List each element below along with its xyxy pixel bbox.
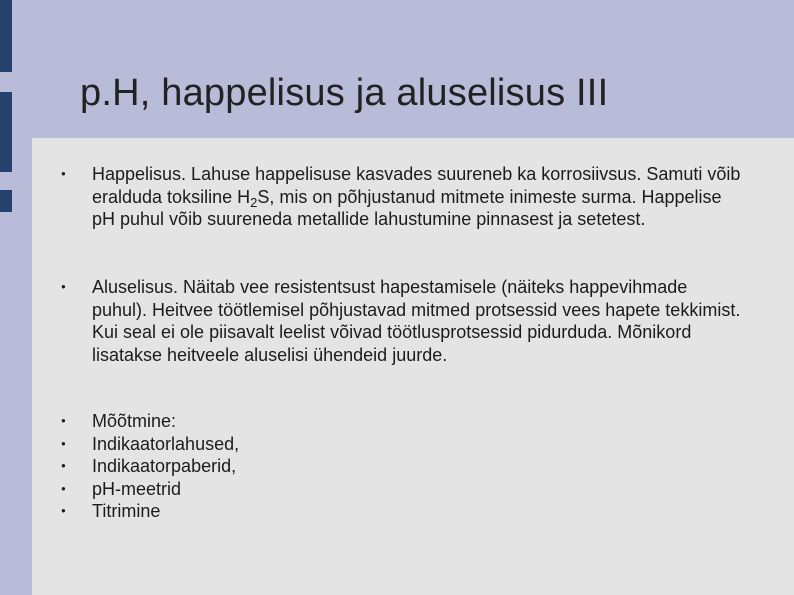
bullet-dot-icon: ●: [61, 506, 66, 515]
bullet-dot-icon: ●: [61, 169, 66, 178]
bullet-item: [61, 500, 742, 523]
bullet-dot-icon: ●: [61, 416, 66, 425]
bullet-text: Indikaatorlahused,: [92, 434, 240, 454]
bullet-item: [61, 163, 742, 231]
bullet-item: [61, 433, 742, 456]
bullet-text: Indikaatorpaberid,: [92, 456, 237, 476]
bullet-dot-icon: ●: [61, 484, 66, 493]
bullet-item: [61, 478, 742, 501]
bullet-text: Mõõtmine:: [92, 411, 177, 431]
bullet-text: Happelisus. Lahuse happelisuse kasvades suureneb ka korrosiivsus. Samuti võib eralduda toksiline H: [92, 164, 741, 207]
slide-title: p.H, happelisus ja aluselisus III: [80, 72, 609, 114]
bullet-dot-icon: ●: [61, 439, 66, 448]
bullet-text: Titrimine: [92, 501, 161, 521]
bullet-item: [61, 276, 742, 366]
subscript-text: 2: [250, 194, 258, 210]
bullet-item: [61, 455, 742, 478]
bullet-dot-icon: ●: [61, 461, 66, 470]
bullet-text: Aluselisus. Näitab vee resistentsust hapestamisele (näiteks happevihmade puhul). Heitvee töötlemisel põhjustavad mitmed protsessid vees hapete tekkimist. Kui seal ei ole piisavalt leelist võivad töötlusprotsessid pidurduda. Mõnikord lisatakse heitveele aluselisi ühendeid juurde.: [92, 277, 741, 365]
bullet-text: S, mis on põhjustanud mitmete inimeste surma. Happelise pH puhul võib suureneda metallide lahustumine pinnasest ja setetest.: [92, 186, 722, 229]
bullet-dot-icon: ●: [61, 282, 66, 291]
bullet-item: [61, 410, 742, 433]
bullet-text: pH-meetrid: [92, 479, 182, 499]
